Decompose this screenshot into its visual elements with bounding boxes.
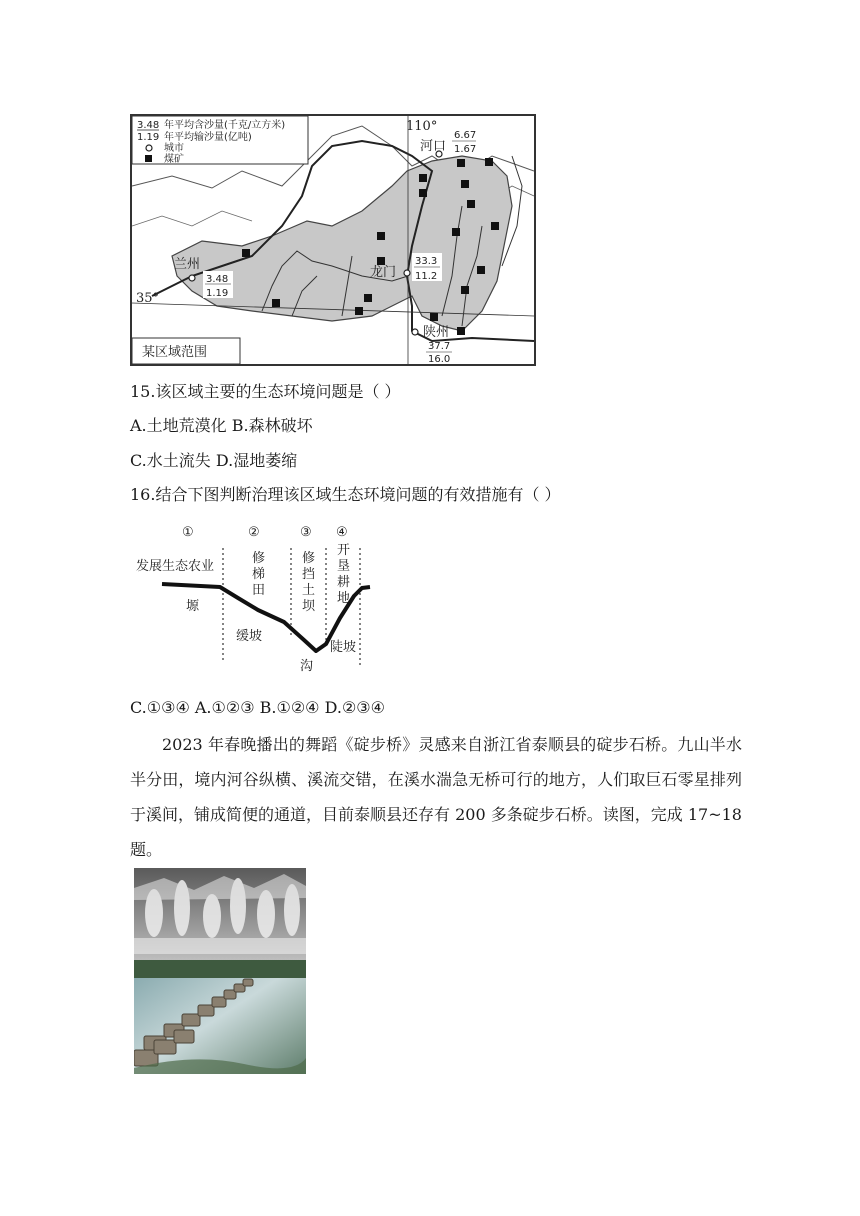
terrain-diagram: [134, 518, 374, 678]
yuan-label: 塬: [186, 599, 200, 614]
legend-transport-desc: 年平均输沙量(亿吨): [164, 132, 252, 143]
passage-text: 2023 年春晚播出的舞蹈《碇步桥》灵感来自浙江省泰顺县的碇步石桥。九山半水半分田，境内河谷纵横、溪流交错，在溪水湍急无桥可行的地方，人们取巨石零星排列于溪间，铺成简便的通道，目前泰顺县还存有 200 多条碇步石桥。读图，完成 17~18 题。: [130, 735, 742, 859]
measure-3-char-4: 坝: [302, 599, 316, 614]
measure-4-char-1: 开: [337, 543, 351, 558]
measure-2-char-1: 修: [252, 551, 266, 566]
measure-3-char-2: 挡: [302, 567, 316, 582]
measure-4-char-3: 耕: [337, 575, 351, 590]
city-transport-longmen: 11.2: [415, 271, 438, 282]
gou-label: 沟: [300, 659, 314, 674]
legend-sample-value: 3.48: [137, 120, 160, 131]
coal-legend-icon: [145, 155, 152, 162]
measure-4-char-2: 垦: [337, 559, 351, 574]
lon-label: 110°: [406, 119, 438, 134]
q15-stem: 15.该区域主要的生态环境问题是（ ）: [130, 382, 401, 401]
measure-2-num: ②: [248, 525, 260, 540]
stepping-stone-bridge-photo: [134, 868, 306, 1074]
terrain-diagram-svg: [134, 518, 374, 678]
city-marker-shanzhou: [412, 329, 418, 335]
city-sediment-longmen: 33.3: [415, 256, 438, 267]
measure-3-char-1: 修: [302, 551, 316, 566]
measure-3-num: ③: [300, 525, 312, 540]
city-name-longmen: 龙门: [370, 265, 397, 280]
city-sediment-lanzhou: 3.48: [206, 274, 229, 285]
measure-1-label: 发展生态农业: [136, 559, 215, 574]
q16-options: C.①③④ A.①②③ B.①②④ D.②③④: [130, 698, 385, 717]
city-transport-hekou: 1.67: [454, 144, 477, 155]
city-legend-icon: [146, 145, 152, 151]
measure-2-char-2: 梯: [252, 567, 266, 582]
loess-plateau-map: [130, 114, 536, 366]
legend-coal-label: 煤矿: [164, 154, 184, 165]
photo-svg: [134, 868, 306, 1074]
city-sediment-hekou: 6.67: [454, 130, 477, 141]
city-marker-lanzhou: [189, 275, 195, 281]
city-transport-lanzhou: 1.19: [206, 288, 229, 299]
map-svg: [132, 116, 534, 364]
city-marker-longmen: [404, 270, 410, 276]
measure-4-num: ④: [336, 525, 348, 540]
measure-1-num: ①: [182, 525, 194, 540]
legend-city-label: 城市: [164, 143, 184, 154]
q15-options-line1: A.土地荒漠化 B.森林破坏: [130, 416, 313, 435]
measure-3-char-3: 土: [302, 583, 316, 598]
city-name-shanzhou: 陕州: [423, 325, 450, 340]
huanpo-label: 缓坡: [236, 629, 263, 644]
legend-sample-transport: 1.19: [137, 132, 160, 143]
city-sediment-shanzhou: 37.7: [428, 341, 451, 352]
measure-4-char-4: 地: [337, 591, 351, 606]
q16-stem: 16.结合下图判断治理该区域生态环境问题的有效措施有（ ）: [130, 485, 561, 504]
lat-label: 35°: [136, 291, 160, 306]
doupo-label: 陡坡: [330, 640, 357, 655]
city-name-hekou: 河口: [420, 139, 447, 154]
city-transport-shanzhou: 16.0: [428, 354, 451, 364]
region-label: 某区域范围: [142, 345, 208, 360]
measure-2-char-3: 田: [252, 583, 266, 598]
q15-options-line2: C.水土流失 D.湿地萎缩: [130, 451, 298, 470]
city-name-lanzhou: 兰州: [174, 257, 201, 272]
legend-sediment-desc: 年平均含沙量(千克/立方米): [164, 120, 286, 131]
